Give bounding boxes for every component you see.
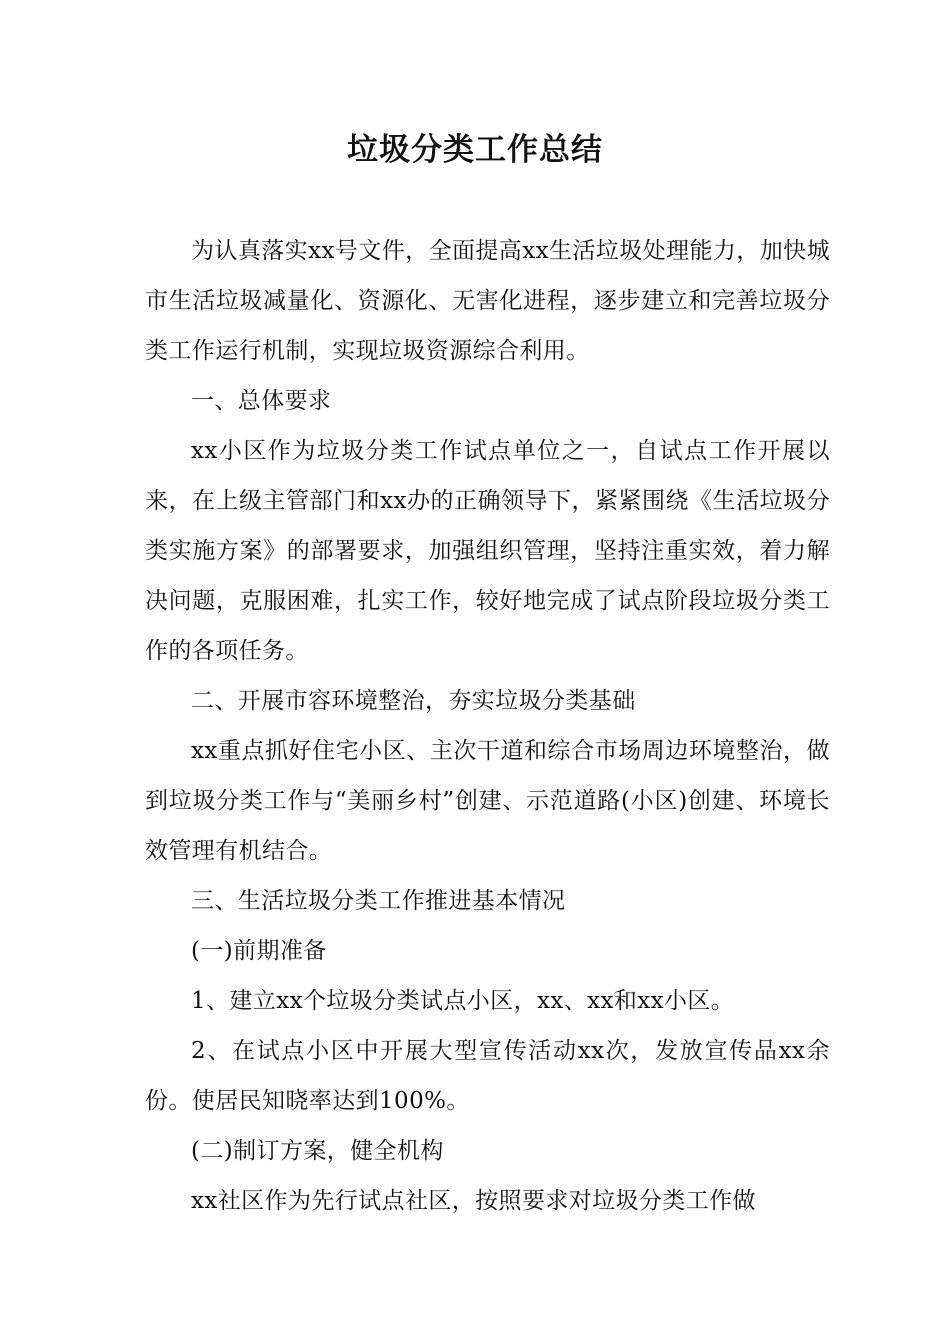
subheading-plan-and-organization: (二)制订方案，健全机构 (191, 1138, 444, 1164)
paragraph-pilot-unit: xx小区作为垃圾分类工作试点单位之一，自试点工作开展以来，在上级主管部门和xx办的正确领导下，紧紧围绕《生活垃圾分类实施方案》的部署要求，加强组织管理，坚持注重实效，着力解决问题，克服困难，扎实工作，较好地完成了试点阶段垃圾分类工作的各项任务。 (145, 438, 830, 664)
paragraph-environment-rectification: xx重点抓好住宅小区、主次干道和综合市场周边环境整治，做到垃圾分类工作与“美丽乡村”创建、示范道路(小区)创建、环境长效管理有机结合。 (145, 738, 830, 864)
subheading-preparation: (一)前期准备 (191, 938, 327, 964)
heading-overall-requirements: 一、总体要求 (191, 388, 332, 414)
document-body (145, 226, 830, 1226)
heading-environment-rectification: 二、开展市容环境整治，夯实垃圾分类基础 (191, 688, 636, 714)
paragraph-intro: 为认真落实xx号文件，全面提高xx生活垃圾处理能力，加快城市生活垃圾减量化、资源化、无害化进程，逐步建立和完善垃圾分类工作运行机制，实现垃圾资源综合利用。 (145, 238, 830, 364)
paragraph-pilot-community: xx社区作为先行试点社区，按照要求对垃圾分类工作做 (191, 1188, 756, 1214)
list-item-2: 2、在试点小区中开展大型宣传活动xx次，发放宣传品xx余份。使居民知晓率达到100%。 (145, 1038, 830, 1114)
document-title: 垃圾分类工作总结 (347, 132, 603, 168)
list-item-1: 1、建立xx个垃圾分类试点小区，xx、xx和xx小区。 (191, 988, 735, 1014)
heading-basic-situation: 三、生活垃圾分类工作推进基本情况 (191, 888, 566, 914)
